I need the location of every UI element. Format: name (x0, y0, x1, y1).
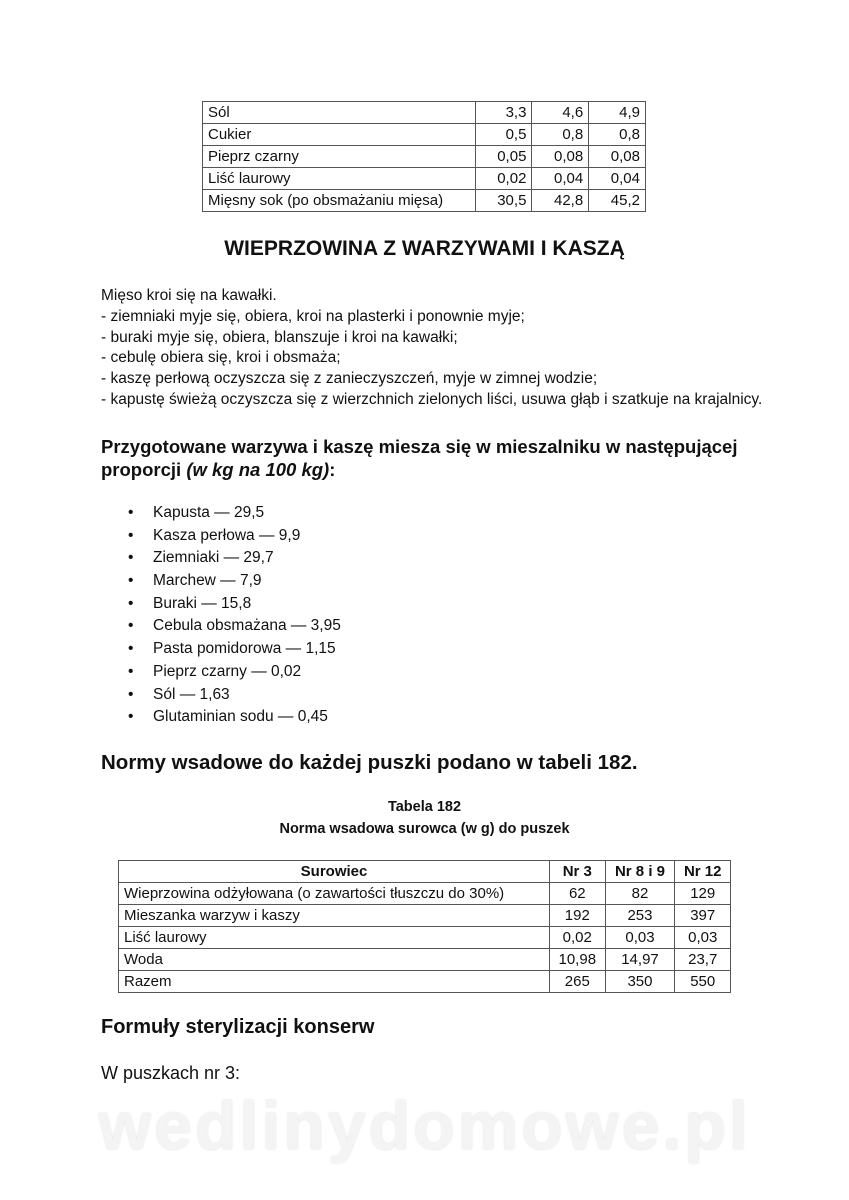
bullet-icon: • (128, 572, 134, 590)
table-cell: 0,08 (532, 146, 589, 168)
table-cell: 14,97 (605, 949, 675, 971)
paragraph-line: - ziemniaki myje się, obiera, kroi na plasterki i ponownie myje; (101, 307, 525, 325)
table-cell: 23,7 (675, 949, 731, 971)
table-header: Surowiec (119, 861, 550, 883)
table-row (119, 883, 731, 905)
table-182 (118, 860, 731, 993)
table-cell: 0,8 (532, 124, 589, 146)
table-cell: 62 (550, 883, 606, 905)
list-item (128, 706, 341, 729)
list-item (128, 615, 341, 638)
bullet-icon: • (128, 640, 134, 658)
table-cell: Razem (119, 971, 550, 993)
paragraph-line: - buraki myje się, obiera, blanszuje i kroi na kawałki; (101, 328, 458, 346)
ingredient-text: Glutaminian sodu — 0,45 (153, 708, 328, 726)
ingredient-text: Marchew — 7,9 (153, 572, 262, 590)
table-cell: Liść laurowy (203, 168, 476, 190)
ingredient-text: Cebula obsmażana — 3,95 (153, 617, 341, 635)
table-cell: 82 (605, 883, 675, 905)
table-cell: 0,03 (675, 927, 731, 949)
table-cell: 0,03 (605, 927, 675, 949)
bullet-icon: • (128, 526, 134, 544)
table-cell: 4,9 (589, 102, 646, 124)
mix-heading-end: : (329, 459, 336, 480)
table-cell: 45,2 (589, 190, 646, 212)
seasoning-table (202, 101, 646, 212)
table-row (119, 971, 731, 993)
table-row (119, 927, 731, 949)
ingredient-text: Ziemniaki — 29,7 (153, 549, 274, 567)
table-cell: Liść laurowy (119, 927, 550, 949)
list-item (128, 525, 341, 548)
ingredient-text: Pieprz czarny — 0,02 (153, 662, 302, 680)
mix-heading (101, 435, 761, 481)
mix-heading-text: Przygotowane warzywa i kaszę miesza się w mieszalniku w następującej proporcji (101, 436, 738, 480)
bullet-icon: • (128, 685, 134, 703)
watermark: wedlinydomowe.pl (98, 1088, 751, 1164)
recipe-title: WIEPRZOWINA Z WARZYWAMI I KASZĄ (224, 237, 625, 260)
table-cell: 253 (605, 905, 675, 927)
cans-nr3-text: W puszkach nr 3: (101, 1063, 241, 1083)
table-cell: 192 (550, 905, 606, 927)
table-cell: Mieszanka warzyw i kaszy (119, 905, 550, 927)
table-header: Nr 12 (675, 861, 731, 883)
ingredient-text: Buraki — 15,8 (153, 594, 252, 612)
table-number: Tabela 182 (387, 799, 462, 815)
table-row (203, 124, 646, 146)
table-cell: 30,5 (475, 190, 532, 212)
table-cell: 0,08 (589, 146, 646, 168)
list-item (128, 502, 341, 525)
table-cell: 550 (675, 971, 731, 993)
table-cell: 350 (605, 971, 675, 993)
table-cell: 10,98 (550, 949, 606, 971)
paragraph-line: - cebulę obiera się, kroi i obsmaża; (101, 349, 341, 367)
preparation-paragraph (101, 286, 781, 411)
table-row (119, 949, 731, 971)
table-cell: Pieprz czarny (203, 146, 476, 168)
mix-heading-unit: (w kg na 100 kg) (186, 459, 330, 480)
table-cell: 0,02 (550, 927, 606, 949)
table-caption (0, 796, 849, 840)
paragraph-line: - kapustę świeżą oczyszcza się z wierzchnich zielonych liści, usuwa głąb i szatkuje na krajalnicy. (101, 390, 763, 408)
table-cell: Woda (119, 949, 550, 971)
table-cell: 265 (550, 971, 606, 993)
bullet-icon: • (128, 549, 134, 567)
paragraph-line: Mięso kroi się na kawałki. (101, 287, 277, 304)
table-cell: 0,04 (589, 168, 646, 190)
bullet-icon: • (128, 504, 134, 521)
table-cell: 0,04 (532, 168, 589, 190)
ingredient-text: Kapusta — 29,5 (153, 504, 265, 521)
table-cell: Cukier (203, 124, 476, 146)
table-title: Norma wsadowa surowca (w g) do puszek (279, 821, 570, 837)
table-cell: 0,02 (475, 168, 532, 190)
table-row (203, 102, 646, 124)
ingredient-text: Sól — 1,63 (153, 685, 230, 703)
table-row (203, 168, 646, 190)
table-cell: 397 (675, 905, 731, 927)
list-item (128, 661, 341, 684)
bullet-icon: • (128, 594, 134, 612)
table-cell: 0,5 (475, 124, 532, 146)
list-item (128, 684, 341, 707)
table-cell: 129 (675, 883, 731, 905)
table-row (119, 905, 731, 927)
list-item (128, 547, 341, 570)
sterilization-heading: Formuły sterylizacji konserw (101, 1016, 375, 1038)
table-cell: Mięsny sok (po obsmażaniu mięsa) (203, 190, 476, 212)
list-item (128, 570, 341, 593)
paragraph-line: - kaszę perłową oczyszcza się z zanieczyszczeń, myje w zimnej wodzie; (101, 370, 598, 388)
table-cell: 3,3 (475, 102, 532, 124)
table-header: Nr 3 (550, 861, 606, 883)
ingredient-text: Pasta pomidorowa — 1,15 (153, 640, 336, 658)
bullet-icon: • (128, 662, 134, 680)
table-cell: 42,8 (532, 190, 589, 212)
table-cell: Wieprzowina odżyłowana (o zawartości tłuszczu do 30%) (119, 883, 550, 905)
table-cell: 4,6 (532, 102, 589, 124)
table-row (203, 146, 646, 168)
list-item (128, 593, 341, 616)
normy-heading: Normy wsadowe do każdej puszki podano w tabeli 182. (101, 751, 638, 774)
table-cell: 0,8 (589, 124, 646, 146)
ingredient-text: Kasza perłowa — 9,9 (153, 526, 301, 544)
table-row (203, 190, 646, 212)
ingredient-list (128, 502, 341, 729)
table-cell: 0,05 (475, 146, 532, 168)
bullet-icon: • (128, 708, 134, 726)
table-cell: Sól (203, 102, 476, 124)
list-item (128, 638, 341, 661)
bullet-icon: • (128, 617, 134, 635)
table-header: Nr 8 i 9 (605, 861, 675, 883)
